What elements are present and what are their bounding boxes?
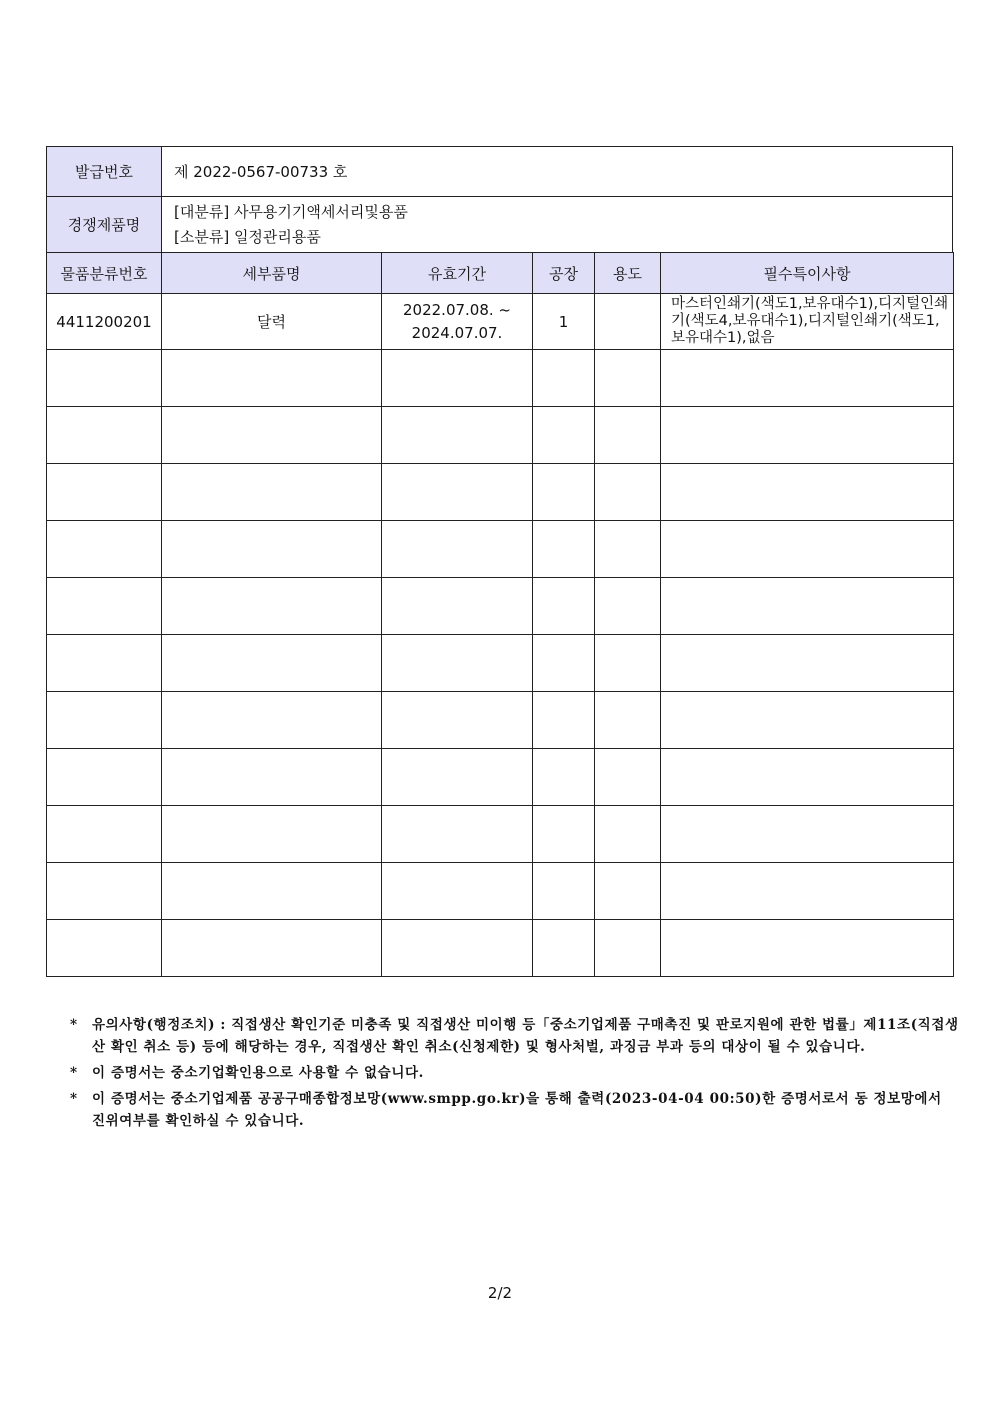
empty-cell: [595, 521, 661, 578]
empty-cell: [47, 692, 162, 749]
empty-cell: [661, 578, 954, 635]
empty-cell: [533, 407, 595, 464]
empty-cell: [162, 692, 382, 749]
empty-cell: [661, 464, 954, 521]
empty-cell: [47, 806, 162, 863]
empty-cell: [162, 806, 382, 863]
empty-cell: [382, 749, 533, 806]
col-header-validity: 유효기간: [382, 253, 533, 294]
empty-cell: [661, 863, 954, 920]
product-name-label: 경쟁제품명: [47, 197, 162, 253]
empty-cell: [533, 521, 595, 578]
major-category: [대분류] 사무용기기액세서리및용품: [174, 202, 408, 221]
col-header-factory: 공장: [533, 253, 595, 294]
empty-cell: [533, 464, 595, 521]
empty-cell: [595, 464, 661, 521]
header-table: [46, 146, 953, 253]
empty-row: [47, 350, 954, 407]
empty-cell: [382, 464, 533, 521]
empty-cell: [162, 407, 382, 464]
empty-cell: [162, 464, 382, 521]
empty-cell: [661, 635, 954, 692]
validity-from: 2022.07.08. ~: [403, 300, 511, 319]
item-validity: [382, 294, 533, 350]
empty-cell: [47, 749, 162, 806]
empty-cell: [533, 920, 595, 977]
empty-row: [47, 464, 954, 521]
empty-row: [47, 578, 954, 635]
empty-cell: [595, 863, 661, 920]
empty-cell: [47, 521, 162, 578]
empty-cell: [162, 350, 382, 407]
item-usage: [595, 294, 661, 350]
empty-cell: [595, 806, 661, 863]
notice-verification: * 이 증명서는 중소기업제품 공공구매종합정보망(www.smpp.go.kr)을 통해 출력(2023-04-04 00:50)한 증명서로서 동 정보망에서 진위여부를 확인하실 수 있습니다.: [70, 1088, 960, 1132]
empty-cell: [47, 863, 162, 920]
empty-cell: [382, 692, 533, 749]
empty-cell: [162, 635, 382, 692]
empty-cell: [162, 749, 382, 806]
empty-row: [47, 521, 954, 578]
issue-number-value: 제 2022-0567-00733 호: [162, 147, 953, 197]
table-row: [47, 294, 954, 350]
empty-cell: [47, 635, 162, 692]
empty-cell: [595, 635, 661, 692]
item-notes: 마스터인쇄기(색도1,보유대수1),디지털인쇄기(색도4,보유대수1),디지털인쇄기(색도1,보유대수1),없음: [661, 294, 954, 350]
item-code: 4411200201: [47, 294, 162, 350]
notices: [70, 1014, 960, 1136]
empty-cell: [595, 578, 661, 635]
page-number: 2/2: [487, 1284, 513, 1302]
col-header-usage: 용도: [595, 253, 661, 294]
empty-cell: [533, 806, 595, 863]
empty-cell: [47, 407, 162, 464]
minor-category: [소분류] 일정관리용품: [174, 227, 321, 246]
empty-row: [47, 692, 954, 749]
empty-cell: [382, 407, 533, 464]
empty-cell: [382, 920, 533, 977]
col-header-code: 물품분류번호: [47, 253, 162, 294]
empty-cell: [162, 863, 382, 920]
empty-cell: [595, 692, 661, 749]
asterisk-icon: *: [70, 1065, 78, 1081]
empty-cell: [382, 806, 533, 863]
items-table: [46, 252, 954, 977]
empty-cell: [533, 578, 595, 635]
empty-cell: [533, 635, 595, 692]
empty-cell: [162, 578, 382, 635]
empty-row: [47, 407, 954, 464]
empty-cell: [47, 920, 162, 977]
col-header-name: 세부품명: [162, 253, 382, 294]
empty-cell: [533, 692, 595, 749]
empty-row: [47, 806, 954, 863]
empty-cell: [382, 635, 533, 692]
empty-cell: [661, 350, 954, 407]
empty-cell: [533, 863, 595, 920]
issue-number-label: 발급번호: [47, 147, 162, 197]
empty-cell: [47, 350, 162, 407]
empty-cell: [595, 749, 661, 806]
empty-cell: [661, 749, 954, 806]
empty-cell: [382, 578, 533, 635]
item-name: 달력: [162, 294, 382, 350]
empty-cell: [533, 350, 595, 407]
notice-usage-restriction: * 이 증명서는 중소기업확인용으로 사용할 수 없습니다.: [70, 1062, 960, 1084]
empty-row: [47, 863, 954, 920]
empty-cell: [382, 350, 533, 407]
col-header-notes: 필수특이사항: [661, 253, 954, 294]
empty-cell: [595, 920, 661, 977]
asterisk-icon: *: [70, 1017, 78, 1033]
validity-to: 2024.07.07.: [411, 323, 503, 342]
empty-cell: [661, 806, 954, 863]
empty-cell: [47, 464, 162, 521]
empty-cell: [661, 920, 954, 977]
asterisk-icon: *: [70, 1091, 78, 1107]
empty-cell: [661, 407, 954, 464]
empty-cell: [595, 350, 661, 407]
empty-row: [47, 920, 954, 977]
empty-cell: [595, 407, 661, 464]
empty-cell: [162, 920, 382, 977]
empty-cell: [661, 521, 954, 578]
empty-cell: [382, 521, 533, 578]
item-factory: 1: [533, 294, 595, 350]
notice-administrative: * 유의사항(행정조치) : 직접생산 확인기준 미충족 및 직접생산 미이행 등「중소기업제품 구매촉진 및 판로지원에 관한 법률」제11조(직접생산 확인 취소 등) 등에 해당하는 경우, 직접생산 확인 취소(신청제한) 및 형사처벌, 과징금 부과 등의 대상이 될 수 있습니다.: [70, 1014, 960, 1058]
empty-cell: [47, 578, 162, 635]
empty-row: [47, 749, 954, 806]
empty-cell: [162, 521, 382, 578]
empty-row: [47, 635, 954, 692]
empty-cell: [661, 692, 954, 749]
empty-cell: [382, 863, 533, 920]
empty-cell: [533, 749, 595, 806]
